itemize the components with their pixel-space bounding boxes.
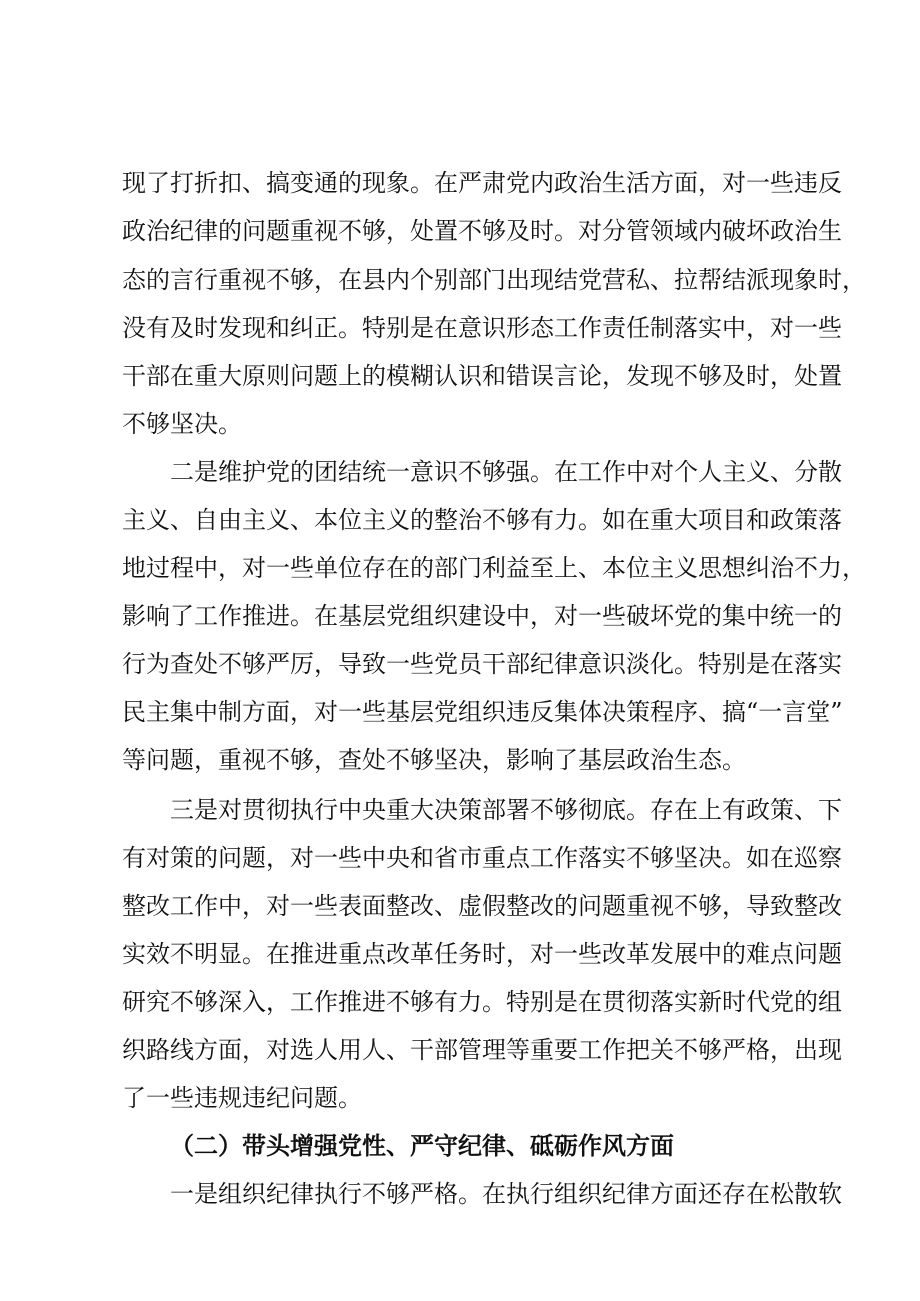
paragraph-first-line: 三是对贯彻执行中央重大决策部署不够彻底。存在上有政策、下 — [170, 796, 842, 824]
paragraph-first-line: 一是组织纪律执行不够严格。在执行组织纪律方面还存在松散软 — [170, 1180, 842, 1208]
paragraph-line: 织路线方面，对选人用人、干部管理等重要工作把关不够严格，出现 — [122, 1036, 842, 1064]
paragraph-line: 现了打折扣、搞变通的现象。在严肃党内政治生活方面，对一些违反 — [122, 169, 842, 197]
paragraph-line: 地过程中，对一些单位存在的部门利益至上、本位主义思想纠治不力， — [122, 554, 866, 582]
section-heading: （二）带头增强党性、严守纪律、砥砺作风方面 — [170, 1131, 674, 1160]
paragraph-line: 干部在重大原则问题上的模糊认识和错误言论，发现不够及时，处置 — [122, 362, 842, 390]
paragraph-line: 没有及时发现和纠正。特别是在意识形态工作责任制落实中，对一些 — [122, 314, 842, 342]
paragraph-line: 政治纪律的问题重视不够，处置不够及时。对分管领域内破坏政治生 — [122, 217, 842, 245]
paragraph-first-line: 二是维护党的团结统一意识不够强。在工作中对个人主义、分散 — [170, 458, 842, 486]
paragraph-line: 研究不够深入，工作推进不够有力。特别是在贯彻落实新时代党的组 — [122, 988, 842, 1016]
paragraph-line: 不够坚决。 — [122, 410, 242, 438]
paragraph-line: 民主集中制方面，对一些基层党组织违反集体决策程序、搞“一言堂” — [122, 698, 843, 726]
paragraph-line: 了一些违规违纪问题。 — [122, 1084, 362, 1112]
paragraph-line: 等问题，重视不够，查处不够坚决，影响了基层政治生态。 — [122, 746, 746, 774]
paragraph-line: 主义、自由主义、本位主义的整治不够有力。如在重大项目和政策落 — [122, 506, 842, 534]
paragraph-line: 有对策的问题，对一些中央和省市重点工作落实不够坚决。如在巡察 — [122, 844, 842, 872]
paragraph-line: 实效不明显。在推进重点改革任务时，对一些改革发展中的难点问题 — [122, 940, 842, 968]
paragraph-line: 影响了工作推进。在基层党组织建设中，对一些破坏党的集中统一的 — [122, 602, 842, 630]
paragraph-line: 态的言行重视不够，在县内个别部门出现结党营私、拉帮结派现象时， — [122, 266, 866, 294]
paragraph-line: 整改工作中，对一些表面整改、虚假整改的问题重视不够，导致整改 — [122, 892, 842, 920]
paragraph-line: 行为查处不够严厉，导致一些党员干部纪律意识淡化。特别是在落实 — [122, 650, 842, 678]
